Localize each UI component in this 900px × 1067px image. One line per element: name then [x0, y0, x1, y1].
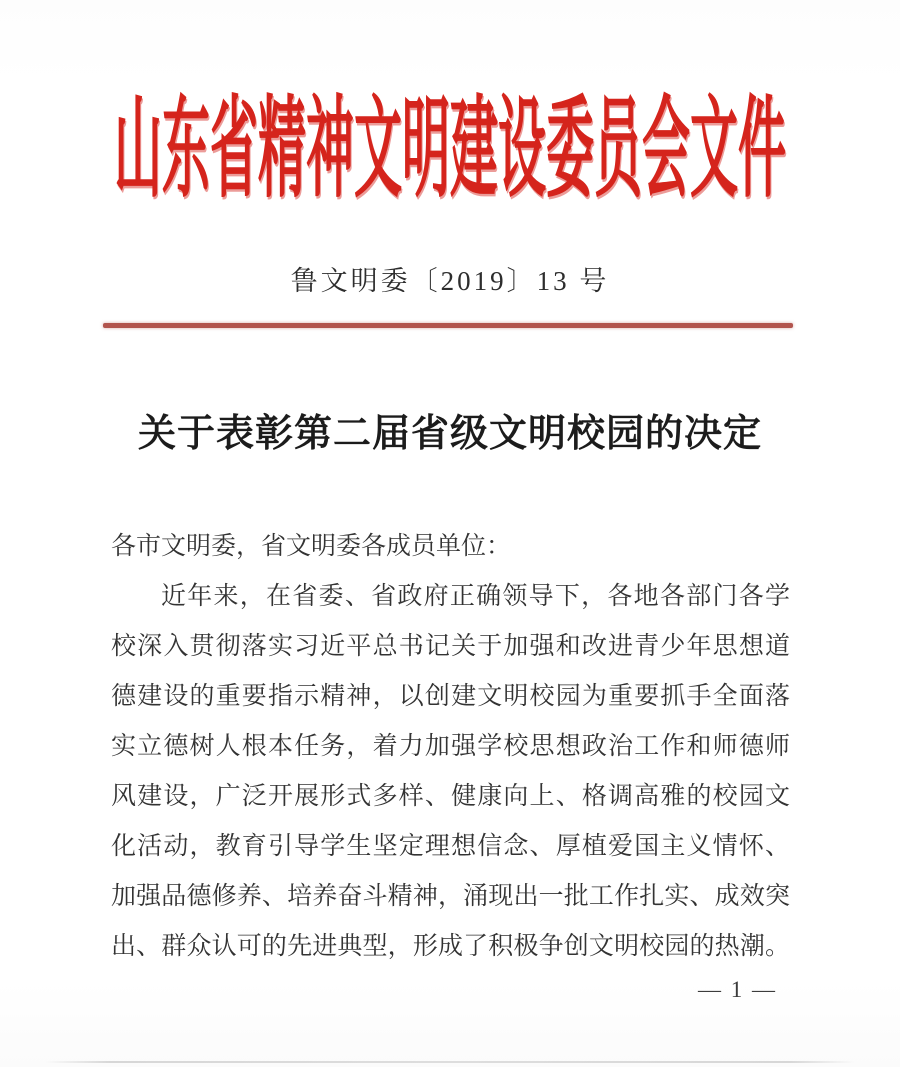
red-divider-rule [103, 323, 793, 328]
page-bottom-edge [45, 1061, 855, 1063]
page-number: — 1 — [698, 977, 777, 1002]
letterhead-title: 山东省精神文明建设委员会文件 [113, 89, 786, 212]
body-line: 化活动，教育引导学生坚定理想信念、厚植爱国主义情怀、 [111, 833, 790, 860]
letterhead [0, 89, 900, 212]
body-line: 出、群众认可的先进典型，形成了积极争创文明校园的热潮。 [111, 933, 790, 960]
salutation-line: 各市文明委，省文明委各成员单位： [111, 533, 512, 560]
body-line: 风建设，广泛开展形式多样、健康向上、格调高雅的校园文 [111, 783, 790, 810]
body-line: 校深入贯彻落实习近平总书记关于加强和改进青少年思想道 [111, 633, 790, 660]
body-line: 加强品德修养、培养奋斗精神，涌现出一批工作扎实、成效突 [111, 883, 790, 910]
document-title: 关于表彰第二届省级文明校园的决定 [137, 413, 762, 455]
body-line: 近年来，在省委、省政府正确领导下，各地各部门各学 [161, 583, 790, 610]
body-line: 实立德树人根本任务，着力加强学校思想政治工作和师德师 [111, 733, 790, 760]
body-line: 德建设的重要指示精神，以创建文明校园为重要抓手全面落 [111, 683, 790, 710]
document-number: 鲁文明委〔2019〕13 号 [290, 266, 610, 296]
body-text [111, 522, 790, 972]
